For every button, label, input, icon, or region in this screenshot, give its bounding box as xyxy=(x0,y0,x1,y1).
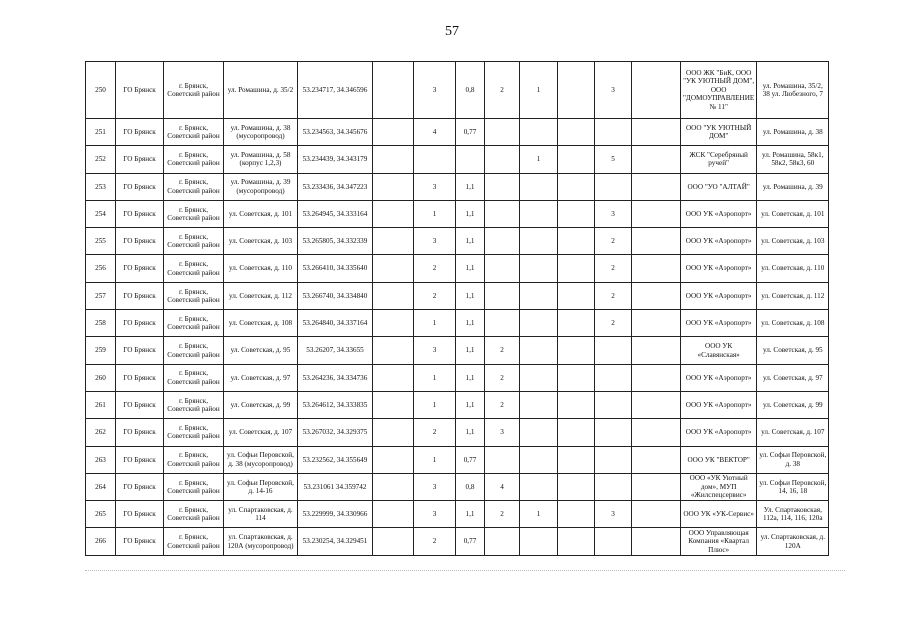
cell-empty-column-2 xyxy=(632,119,681,146)
cell-count-2: 2 xyxy=(485,391,520,418)
cell-empty-column-2 xyxy=(632,391,681,418)
cell-row-number: 257 xyxy=(86,282,116,309)
cell-municipality: ГО Брянск xyxy=(116,62,164,119)
cell-address: ул. Советская, д. 99 xyxy=(224,391,298,418)
cell-count-3 xyxy=(520,200,558,227)
cell-count-5: 3 xyxy=(595,200,632,227)
cell-volume: 1,1 xyxy=(456,200,485,227)
cell-count-4 xyxy=(558,200,595,227)
cell-count-containers: 1 xyxy=(414,364,456,391)
cell-empty-column-2 xyxy=(632,337,681,364)
table-row xyxy=(86,364,829,391)
cell-coordinates: 53.265805, 34.332339 xyxy=(298,228,373,255)
cell-address: ул. Софьи Перовской, д. 14-16 xyxy=(224,473,298,500)
cell-served-addresses: ул. Советская, д. 103 xyxy=(757,228,829,255)
table-row xyxy=(86,419,829,446)
cell-empty-column xyxy=(373,364,414,391)
cell-count-5: 2 xyxy=(595,255,632,282)
cell-count-containers: 2 xyxy=(414,282,456,309)
cell-served-addresses: ул. Софьи Перовской, 14, 16, 18 xyxy=(757,473,829,500)
cell-row-number: 255 xyxy=(86,228,116,255)
cell-management-company: ООО Управляющая Компания «Квартал Плюс» xyxy=(681,528,757,555)
cell-municipality: ГО Брянск xyxy=(116,528,164,555)
cell-empty-column-2 xyxy=(632,146,681,173)
registry-table xyxy=(85,61,829,556)
cell-management-company: ООО УК «Аэропорт» xyxy=(681,255,757,282)
cell-count-5: 2 xyxy=(595,228,632,255)
cell-volume: 1,1 xyxy=(456,364,485,391)
cell-empty-column xyxy=(373,528,414,555)
cell-count-5: 2 xyxy=(595,310,632,337)
cell-empty-column-2 xyxy=(632,255,681,282)
cell-count-containers: 1 xyxy=(414,200,456,227)
table-row xyxy=(86,146,829,173)
cell-district: г. Брянск, Советский район xyxy=(164,282,224,309)
cell-volume: 1,1 xyxy=(456,173,485,200)
cell-count-3 xyxy=(520,391,558,418)
cell-municipality: ГО Брянск xyxy=(116,200,164,227)
cell-municipality: ГО Брянск xyxy=(116,391,164,418)
cell-served-addresses: Ул. Спартаковская, 112а, 114, 116, 120а xyxy=(757,501,829,528)
cell-volume: 1,1 xyxy=(456,228,485,255)
cell-volume: 0,77 xyxy=(456,119,485,146)
table-row xyxy=(86,282,829,309)
cell-coordinates: 53.264612, 34.333835 xyxy=(298,391,373,418)
cell-address: ул. Спартаковская, д. 114 xyxy=(224,501,298,528)
cell-count-4 xyxy=(558,419,595,446)
cell-row-number: 258 xyxy=(86,310,116,337)
cell-count-3 xyxy=(520,228,558,255)
cell-address: ул. Ромашина, д. 39 (мусоропровод) xyxy=(224,173,298,200)
cell-count-2 xyxy=(485,446,520,473)
cell-row-number: 254 xyxy=(86,200,116,227)
cell-count-5: 3 xyxy=(595,501,632,528)
cell-municipality: ГО Брянск xyxy=(116,473,164,500)
cell-district: г. Брянск, Советский район xyxy=(164,173,224,200)
cell-coordinates: 53.233436, 34.347223 xyxy=(298,173,373,200)
cell-municipality: ГО Брянск xyxy=(116,255,164,282)
cell-empty-column xyxy=(373,62,414,119)
cell-count-3 xyxy=(520,446,558,473)
cell-count-3 xyxy=(520,364,558,391)
cell-count-5 xyxy=(595,119,632,146)
table-row xyxy=(86,391,829,418)
cell-count-5: 3 xyxy=(595,62,632,119)
cell-empty-column xyxy=(373,282,414,309)
cell-address: ул. Советская, д. 110 xyxy=(224,255,298,282)
cell-volume xyxy=(456,146,485,173)
cell-empty-column xyxy=(373,200,414,227)
cell-coordinates: 53.266410, 34.335640 xyxy=(298,255,373,282)
scan-noise-line xyxy=(85,570,845,573)
cell-management-company: ООО УК «Аэропорт» xyxy=(681,282,757,309)
cell-count-4 xyxy=(558,282,595,309)
cell-count-5 xyxy=(595,473,632,500)
table-row xyxy=(86,228,829,255)
cell-municipality: ГО Брянск xyxy=(116,501,164,528)
cell-municipality: ГО Брянск xyxy=(116,282,164,309)
cell-row-number: 252 xyxy=(86,146,116,173)
cell-municipality: ГО Брянск xyxy=(116,364,164,391)
cell-row-number: 262 xyxy=(86,419,116,446)
cell-count-3 xyxy=(520,282,558,309)
cell-count-containers: 3 xyxy=(414,337,456,364)
cell-count-2 xyxy=(485,119,520,146)
cell-management-company: ООО ЖК "БиК, ООО "УК УЮТНЫЙ ДОМ", ООО "ДОМОУПРАВЛЕНИЕ № 11" xyxy=(681,62,757,119)
cell-address: ул. Советская, д. 95 xyxy=(224,337,298,364)
cell-coordinates: 53.232562, 34.355649 xyxy=(298,446,373,473)
cell-management-company: ООО "УК УЮТНЫЙ ДОМ" xyxy=(681,119,757,146)
cell-count-2: 2 xyxy=(485,62,520,119)
cell-district: г. Брянск, Советский район xyxy=(164,119,224,146)
cell-management-company: ООО УК «Аэропорт» xyxy=(681,310,757,337)
table-row xyxy=(86,501,829,528)
cell-count-3: 1 xyxy=(520,501,558,528)
cell-coordinates: 53.264236, 34.334736 xyxy=(298,364,373,391)
cell-address: ул. Софьи Перовской, д. 38 (мусоропровод) xyxy=(224,446,298,473)
cell-volume: 0,77 xyxy=(456,446,485,473)
cell-count-2: 3 xyxy=(485,419,520,446)
cell-count-4 xyxy=(558,501,595,528)
cell-empty-column xyxy=(373,310,414,337)
cell-municipality: ГО Брянск xyxy=(116,419,164,446)
cell-empty-column xyxy=(373,228,414,255)
cell-address: ул. Ромашина, д. 35/2 xyxy=(224,62,298,119)
cell-municipality: ГО Брянск xyxy=(116,337,164,364)
cell-volume: 1,1 xyxy=(456,501,485,528)
cell-volume: 1,1 xyxy=(456,310,485,337)
cell-municipality: ГО Брянск xyxy=(116,146,164,173)
cell-management-company: ООО УК «Аэропорт» xyxy=(681,391,757,418)
cell-count-containers: 1 xyxy=(414,310,456,337)
cell-empty-column-2 xyxy=(632,173,681,200)
cell-count-5 xyxy=(595,446,632,473)
cell-served-addresses: ул. Спартаковская, д. 120А xyxy=(757,528,829,555)
cell-served-addresses: ул. Ромашина, 58к1, 58к2, 58к3, 60 xyxy=(757,146,829,173)
cell-coordinates: 53.234563, 34.345676 xyxy=(298,119,373,146)
cell-coordinates: 53.264840, 34.337164 xyxy=(298,310,373,337)
cell-empty-column-2 xyxy=(632,364,681,391)
cell-count-2 xyxy=(485,146,520,173)
cell-count-5: 5 xyxy=(595,146,632,173)
cell-count-3 xyxy=(520,255,558,282)
cell-address: ул. Советская, д. 97 xyxy=(224,364,298,391)
cell-count-4 xyxy=(558,473,595,500)
table-row xyxy=(86,173,829,200)
cell-empty-column-2 xyxy=(632,501,681,528)
cell-count-3 xyxy=(520,337,558,364)
cell-empty-column xyxy=(373,419,414,446)
cell-count-containers: 3 xyxy=(414,228,456,255)
cell-count-containers: 1 xyxy=(414,446,456,473)
cell-count-containers: 3 xyxy=(414,62,456,119)
cell-district: г. Брянск, Советский район xyxy=(164,255,224,282)
cell-management-company: ООО "УО "АЛТАЙ" xyxy=(681,173,757,200)
cell-volume: 0,77 xyxy=(456,528,485,555)
cell-address: ул. Спартаковская, д. 120А (мусоропровод) xyxy=(224,528,298,555)
cell-empty-column-2 xyxy=(632,200,681,227)
cell-empty-column-2 xyxy=(632,282,681,309)
table-row xyxy=(86,310,829,337)
cell-count-3 xyxy=(520,528,558,555)
cell-served-addresses: ул. Советская, д. 99 xyxy=(757,391,829,418)
cell-volume: 1,1 xyxy=(456,255,485,282)
cell-row-number: 263 xyxy=(86,446,116,473)
cell-count-containers: 4 xyxy=(414,119,456,146)
cell-count-2 xyxy=(485,228,520,255)
cell-district: г. Брянск, Советский район xyxy=(164,364,224,391)
cell-count-containers: 3 xyxy=(414,173,456,200)
cell-served-addresses: ул. Советская, д. 95 xyxy=(757,337,829,364)
cell-empty-column xyxy=(373,146,414,173)
cell-count-containers: 3 xyxy=(414,501,456,528)
cell-address: ул. Советская, д. 103 xyxy=(224,228,298,255)
cell-management-company: ООО УК «Аэропорт» xyxy=(681,228,757,255)
cell-coordinates: 53.231061 34.359742 xyxy=(298,473,373,500)
cell-count-5 xyxy=(595,337,632,364)
cell-coordinates: 53.229999, 34.330966 xyxy=(298,501,373,528)
cell-address: ул. Советская, д. 108 xyxy=(224,310,298,337)
cell-empty-column xyxy=(373,391,414,418)
cell-row-number: 250 xyxy=(86,62,116,119)
cell-coordinates: 53.234717, 34.346596 xyxy=(298,62,373,119)
table-row xyxy=(86,446,829,473)
cell-volume: 0,8 xyxy=(456,62,485,119)
cell-management-company: ООО УК «УК-Сервис» xyxy=(681,501,757,528)
cell-municipality: ГО Брянск xyxy=(116,310,164,337)
cell-served-addresses: ул. Советская, д. 101 xyxy=(757,200,829,227)
cell-empty-column xyxy=(373,119,414,146)
cell-count-5: 2 xyxy=(595,282,632,309)
cell-district: г. Брянск, Советский район xyxy=(164,391,224,418)
cell-address: ул. Ромашина, д. 38 (мусоропровод) xyxy=(224,119,298,146)
cell-count-3 xyxy=(520,419,558,446)
cell-district: г. Брянск, Советский район xyxy=(164,337,224,364)
cell-district: г. Брянск, Советский район xyxy=(164,446,224,473)
cell-count-2 xyxy=(485,310,520,337)
cell-served-addresses: ул. Советская, д. 112 xyxy=(757,282,829,309)
cell-count-2 xyxy=(485,528,520,555)
cell-row-number: 256 xyxy=(86,255,116,282)
cell-district: г. Брянск, Советский район xyxy=(164,200,224,227)
table-row xyxy=(86,255,829,282)
cell-served-addresses: ул. Советская, д. 108 xyxy=(757,310,829,337)
cell-served-addresses: ул. Советская, д. 107 xyxy=(757,419,829,446)
cell-empty-column-2 xyxy=(632,228,681,255)
cell-row-number: 259 xyxy=(86,337,116,364)
cell-empty-column-2 xyxy=(632,528,681,555)
cell-count-4 xyxy=(558,255,595,282)
cell-count-4 xyxy=(558,310,595,337)
cell-empty-column xyxy=(373,473,414,500)
cell-volume: 1,1 xyxy=(456,282,485,309)
cell-count-3 xyxy=(520,173,558,200)
cell-count-2: 2 xyxy=(485,364,520,391)
cell-row-number: 264 xyxy=(86,473,116,500)
cell-district: г. Брянск, Советский район xyxy=(164,62,224,119)
cell-district: г. Брянск, Советский район xyxy=(164,528,224,555)
cell-empty-column xyxy=(373,337,414,364)
cell-coordinates: 53.230254, 34.329451 xyxy=(298,528,373,555)
cell-count-2: 2 xyxy=(485,337,520,364)
cell-district: г. Брянск, Советский район xyxy=(164,146,224,173)
cell-municipality: ГО Брянск xyxy=(116,119,164,146)
table-row xyxy=(86,473,829,500)
cell-count-containers xyxy=(414,146,456,173)
cell-count-4 xyxy=(558,364,595,391)
cell-count-5 xyxy=(595,364,632,391)
table-row xyxy=(86,119,829,146)
cell-count-5 xyxy=(595,528,632,555)
cell-row-number: 261 xyxy=(86,391,116,418)
cell-count-2 xyxy=(485,200,520,227)
cell-row-number: 253 xyxy=(86,173,116,200)
cell-count-4 xyxy=(558,228,595,255)
cell-count-4 xyxy=(558,446,595,473)
cell-address: ул. Советская, д. 112 xyxy=(224,282,298,309)
cell-row-number: 260 xyxy=(86,364,116,391)
cell-count-4 xyxy=(558,146,595,173)
cell-district: г. Брянск, Советский район xyxy=(164,310,224,337)
cell-served-addresses: ул. Ромашина, д. 38 xyxy=(757,119,829,146)
cell-management-company: ООО УК «Аэропорт» xyxy=(681,419,757,446)
cell-count-5 xyxy=(595,173,632,200)
cell-empty-column-2 xyxy=(632,62,681,119)
cell-served-addresses: ул. Ромашина, 35/2, 38 ул. Любезного, 7 xyxy=(757,62,829,119)
cell-volume: 0,8 xyxy=(456,473,485,500)
cell-count-4 xyxy=(558,391,595,418)
cell-district: г. Брянск, Советский район xyxy=(164,228,224,255)
cell-count-containers: 3 xyxy=(414,473,456,500)
cell-address: ул. Советская, д. 107 xyxy=(224,419,298,446)
cell-coordinates: 53.264945, 34.333164 xyxy=(298,200,373,227)
cell-served-addresses: ул. Софьи Перовской, д. 38 xyxy=(757,446,829,473)
cell-row-number: 265 xyxy=(86,501,116,528)
cell-management-company: ООО УК «Аэропорт» xyxy=(681,200,757,227)
cell-municipality: ГО Брянск xyxy=(116,446,164,473)
cell-address: ул. Ромашина, д. 58 (корпус 1,2,3) xyxy=(224,146,298,173)
cell-count-4 xyxy=(558,337,595,364)
cell-count-5 xyxy=(595,419,632,446)
cell-empty-column xyxy=(373,255,414,282)
cell-count-2 xyxy=(485,255,520,282)
cell-count-2 xyxy=(485,173,520,200)
cell-empty-column-2 xyxy=(632,419,681,446)
cell-empty-column-2 xyxy=(632,446,681,473)
cell-management-company: ЖСК "Серебряный ручей" xyxy=(681,146,757,173)
cell-management-company: ООО УК "ВЕКТОР" xyxy=(681,446,757,473)
cell-management-company: ООО «УК Уютный дом», МУП «Жилспецсервис» xyxy=(681,473,757,500)
cell-coordinates: 53.234439, 34.343179 xyxy=(298,146,373,173)
cell-count-4 xyxy=(558,528,595,555)
cell-empty-column xyxy=(373,446,414,473)
cell-coordinates: 53.26207, 34.33655 xyxy=(298,337,373,364)
cell-district: г. Брянск, Советский район xyxy=(164,419,224,446)
cell-coordinates: 53.267032, 34.329375 xyxy=(298,419,373,446)
table-row xyxy=(86,62,829,119)
cell-count-containers: 2 xyxy=(414,528,456,555)
cell-municipality: ГО Брянск xyxy=(116,173,164,200)
cell-count-containers: 2 xyxy=(414,255,456,282)
cell-count-4 xyxy=(558,173,595,200)
cell-address: ул. Советская, д. 101 xyxy=(224,200,298,227)
cell-count-2: 4 xyxy=(485,473,520,500)
cell-empty-column xyxy=(373,173,414,200)
cell-empty-column-2 xyxy=(632,473,681,500)
cell-empty-column xyxy=(373,501,414,528)
cell-empty-column-2 xyxy=(632,310,681,337)
cell-volume: 1,1 xyxy=(456,391,485,418)
cell-count-2 xyxy=(485,282,520,309)
cell-count-3: 1 xyxy=(520,146,558,173)
cell-coordinates: 53.266740, 34.334840 xyxy=(298,282,373,309)
table-row xyxy=(86,528,829,555)
cell-count-containers: 1 xyxy=(414,391,456,418)
cell-row-number: 266 xyxy=(86,528,116,555)
cell-count-5 xyxy=(595,391,632,418)
cell-served-addresses: ул. Ромашина, д. 39 xyxy=(757,173,829,200)
cell-management-company: ООО УК «Аэропорт» xyxy=(681,364,757,391)
page-number: 57 xyxy=(445,24,459,39)
cell-district: г. Брянск, Советский район xyxy=(164,501,224,528)
table-row xyxy=(86,337,829,364)
cell-count-3 xyxy=(520,310,558,337)
cell-row-number: 251 xyxy=(86,119,116,146)
cell-volume: 1,1 xyxy=(456,419,485,446)
cell-served-addresses: ул. Советская, д. 110 xyxy=(757,255,829,282)
cell-management-company: ООО УК «Славянская» xyxy=(681,337,757,364)
cell-count-4 xyxy=(558,119,595,146)
cell-count-3 xyxy=(520,473,558,500)
cell-count-containers: 2 xyxy=(414,419,456,446)
cell-served-addresses: ул. Советская, д. 97 xyxy=(757,364,829,391)
cell-municipality: ГО Брянск xyxy=(116,228,164,255)
table-row xyxy=(86,200,829,227)
cell-count-3 xyxy=(520,119,558,146)
cell-district: г. Брянск, Советский район xyxy=(164,473,224,500)
cell-count-3: 1 xyxy=(520,62,558,119)
cell-count-2: 2 xyxy=(485,501,520,528)
cell-count-4 xyxy=(558,62,595,119)
cell-volume: 1,1 xyxy=(456,337,485,364)
